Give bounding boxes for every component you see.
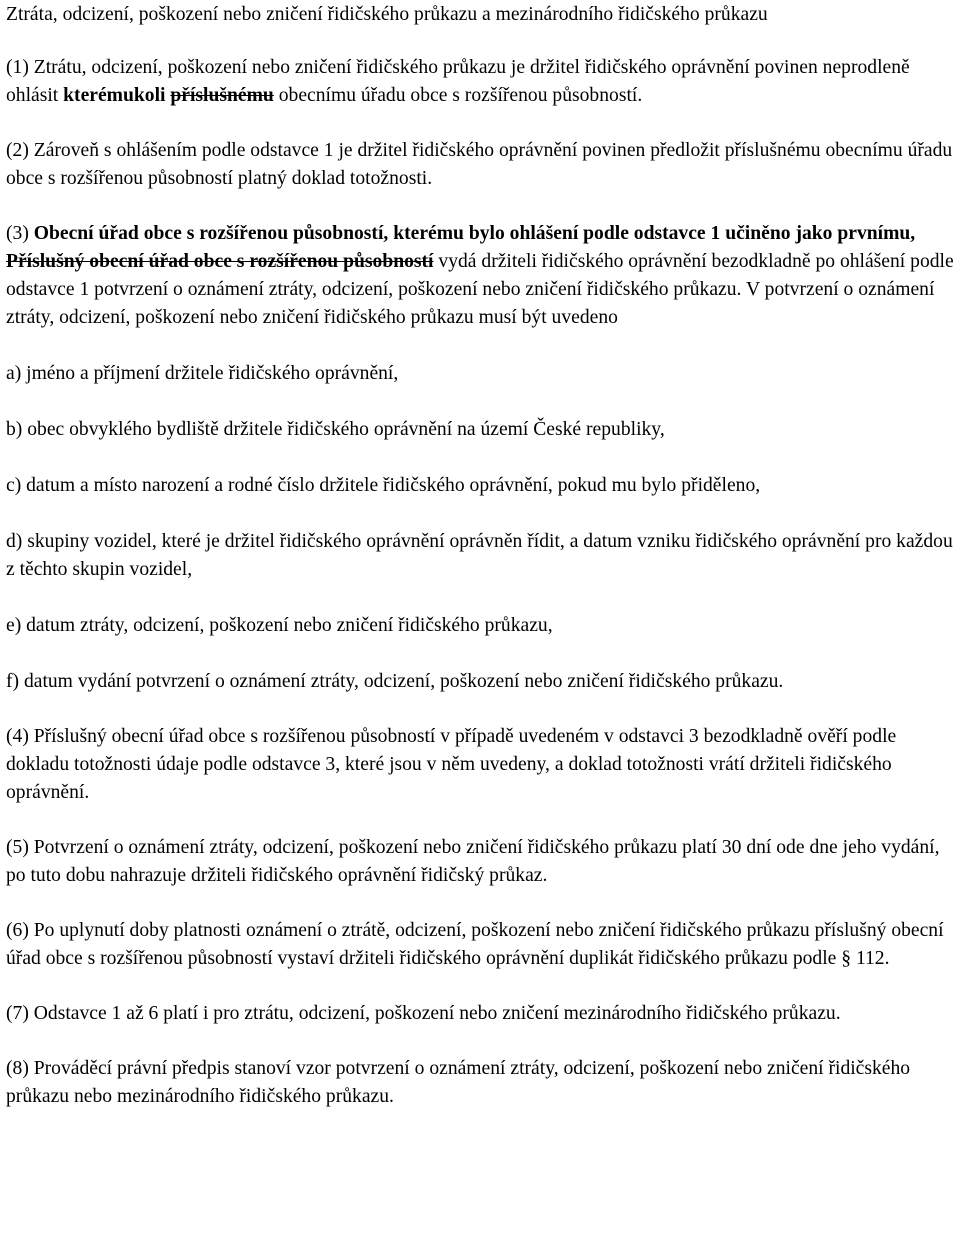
document-title: Ztráta, odcizení, poškození nebo zničení řidičského průkazu a mezinárodního řidičského průkazu <box>6 4 768 25</box>
inserted-text: Obecní úřad obce s rozšířenou působností, kterému bylo ohlášení podle odstavce 1 učiněno jako prvnímu, <box>33 223 916 244</box>
paragraph-8: (8) Prováděcí právní předpis stanoví vzor potvrzení o oznámení ztráty, odcizení, poškození nebo zničení řidičského průkazu nebo mezinárodního řidičského průkazu. <box>6 1058 911 1107</box>
inserted-text: kterémukoli <box>63 85 166 106</box>
paragraph-2: (2) Zároveň s ohlášením podle odstavce 1 je držitel řidičského oprávnění povinen předložit příslušnému obecnímu úřadu obce s rozšířenou působností platný doklad totožnosti. <box>6 140 953 189</box>
list-item-d: d) skupiny vozidel, které je držitel řidičského oprávnění oprávněn řídit, a datum vzniku řidičského oprávnění pro každou z těchto skupin vozidel, <box>6 531 953 580</box>
list-item-a: a) jméno a příjmení držitele řidičského oprávnění, <box>6 363 399 384</box>
paragraph-1-text-start: (1) Ztrátu, odcizení, poškození nebo zničení řidičského průkazu je držitel řidičského oprávnění povinen neprodleně ohlásit <box>6 57 910 106</box>
paragraph-3 <box>6 220 958 332</box>
deleted-text: příslušnému <box>170 85 274 106</box>
list-item-c: c) datum a místo narození a rodné číslo držitele řidičského oprávnění, pokud mu bylo přiděleno, <box>6 475 761 496</box>
paragraph-6: (6) Po uplynutí doby platnosti oznámení o ztrátě, odcizení, poškození nebo zničení řidičského průkazu příslušný obecní úřad obce s rozšířenou působností vystaví držiteli řidičského oprávnění duplikát řidičského průkazu podle § 112. <box>6 920 944 969</box>
list-item-e: e) datum ztráty, odcizení, poškození nebo zničení řidičského průkazu, <box>6 615 553 636</box>
deleted-text: Příslušný obecní úřad obce s rozšířenou působností <box>6 251 434 272</box>
paragraph-1 <box>6 54 958 110</box>
paragraph-3-text-end: vydá držiteli řidičského oprávnění bezodkladně po ohlášení podle odstavce 1 potvrzení o oznámení ztráty, odcizení, poškození nebo zničení řidičského průkazu. V potvrzení o oznámení ztráty, odcizení, poškození nebo zničení řidičského průkazu musí být uvedeno <box>6 251 954 328</box>
list-item-b: b) obec obvyklého bydliště držitele řidičského oprávnění na území České republiky, <box>6 419 665 440</box>
paragraph-7: (7) Odstavce 1 až 6 platí i pro ztrátu, odcizení, poškození nebo zničení mezinárodního řidičského průkazu. <box>6 1003 841 1024</box>
document-page <box>6 0 958 1111</box>
paragraph-1-text-end: obecnímu úřadu obce s rozšířenou působností. <box>273 85 643 106</box>
paragraph-4: (4) Příslušný obecní úřad obce s rozšířenou působností v případě uvedeném v odstavci 3 bezodkladně ověří podle dokladu totožnosti údaje podle odstavce 3, které jsou v něm uvedeny, a doklad totožnosti vrátí držiteli řidičského oprávnění. <box>6 726 897 803</box>
list-item-f: f) datum vydání potvrzení o oznámení ztráty, odcizení, poškození nebo zničení řidičského průkazu. <box>6 671 784 692</box>
paragraph-3-number: (3) <box>6 223 34 244</box>
paragraph-5: (5) Potvrzení o oznámení ztráty, odcizení, poškození nebo zničení řidičského průkazu platí 30 dní ode dne jeho vydání, po tuto dobu nahrazuje držiteli řidičského oprávnění řidičský průkaz. <box>6 837 940 886</box>
